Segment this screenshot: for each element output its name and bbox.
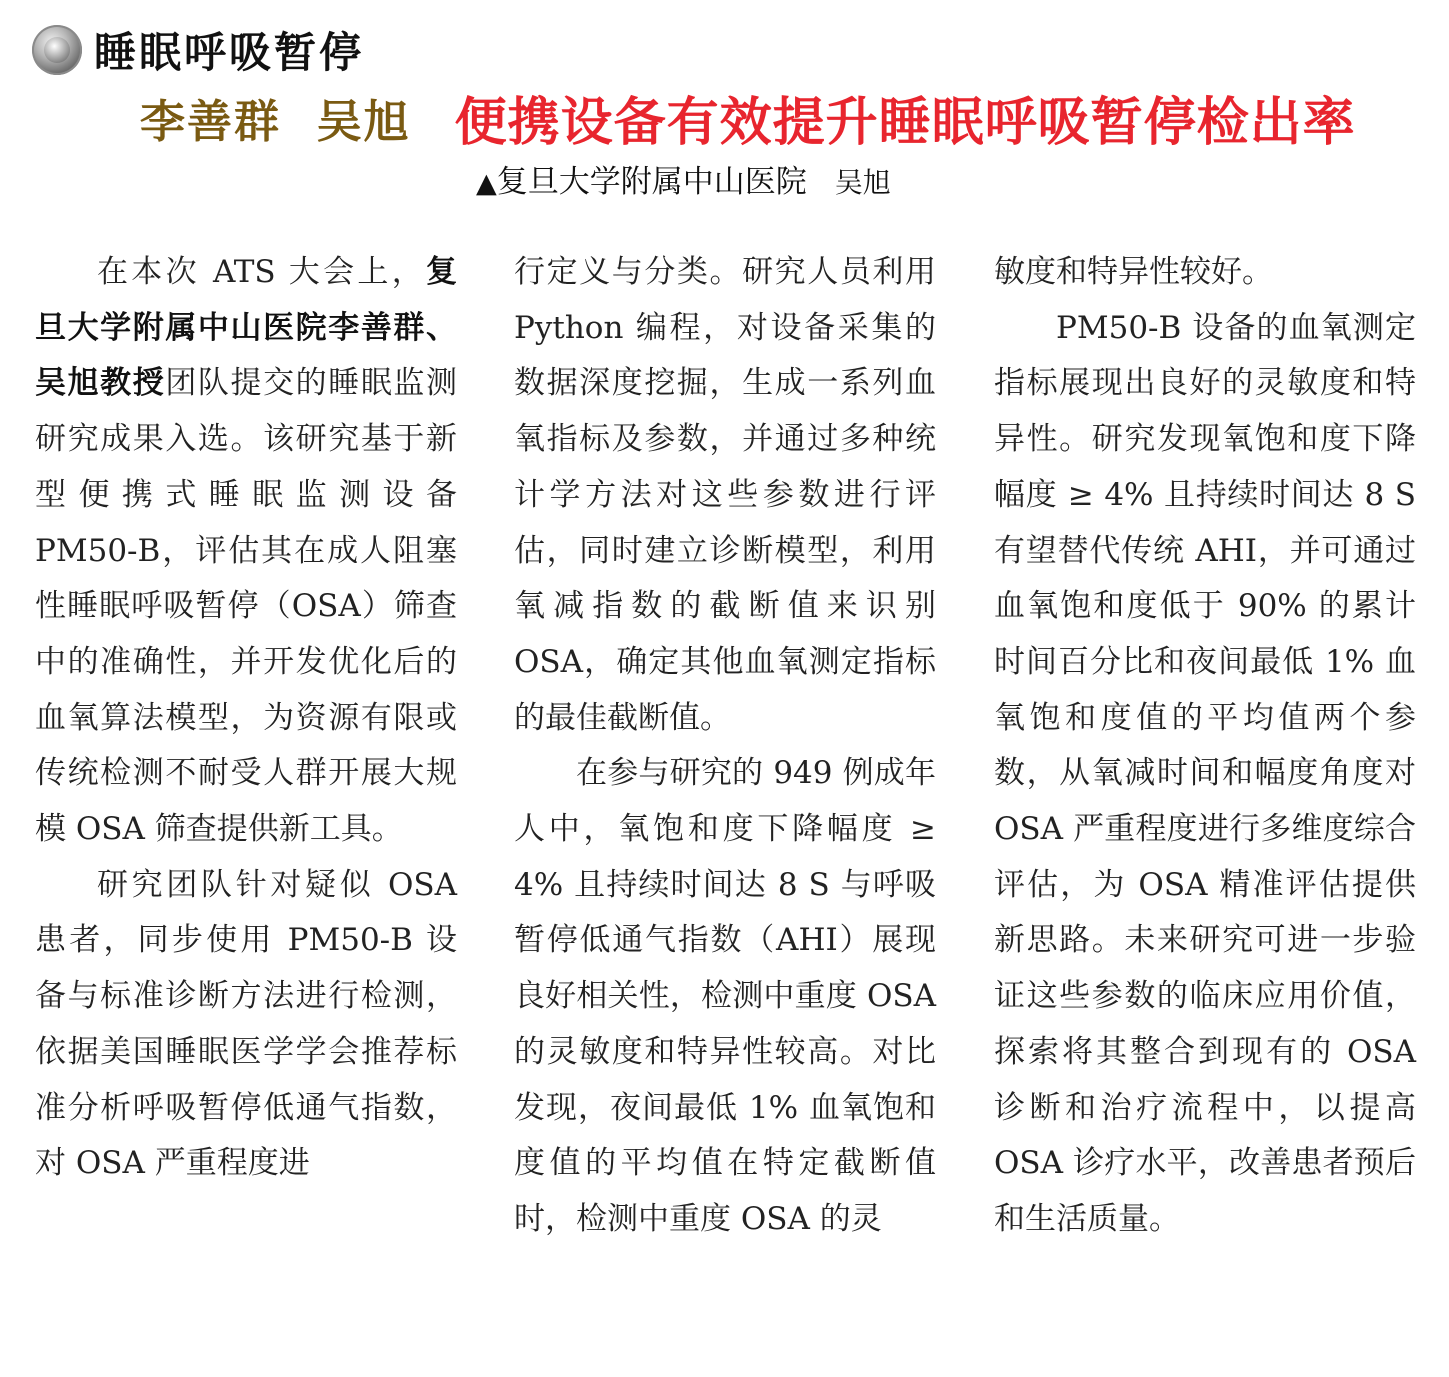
article-column-1 — [35, 245, 457, 1192]
byline-institution: 复旦大学附属中山医院 — [496, 164, 807, 200]
paragraph: 行定义与分类。研究人员利用 Python 编程，对设备采集的数据深度挖掘，生成一系列血氧指标及参数，并通过多种统计学方法对这些参数进行评估，同时建立诊断模型，利用氧减指数的截断值来识别 OSA，确定其他血氧测定指标的最佳截断值。 — [514, 254, 936, 736]
article-column-3 — [994, 245, 1416, 1248]
paragraph-lead: 在本次 ATS 大会上， — [97, 254, 426, 290]
highlighted-team: 复旦大学附属中山医院李善群、吴旭教授 — [35, 254, 457, 402]
paragraph: 敏度和特异性较好。 — [994, 254, 1273, 290]
headline-title: 便携设备有效提升睡眠呼吸暂停检出率 — [454, 92, 1356, 153]
paragraph — [35, 245, 457, 858]
byline-author: 吴旭 — [834, 166, 891, 199]
paragraph: PM50-B 设备的血氧测定指标展现出良好的灵敏度和特异性。研究发现氧饱和度下降幅度 ≥ 4% 且持续时间达 8 S 有望替代传统 AHI，并可通过血氧饱和度低于 90% 的累计时间百分比和夜间最低 1% 血氧饱和度值的平均值两个参数，从氧减时间和幅度角度对 OSA 严重程度进行多维度综合评估，为 OSA 精准评估提供新思路。未来研究可进一步验证这些参数的临床应用价值，探索将其整合到现有的 OSA 诊断和治疗流程中，以提高 OSA 诊疗水平，改善患者预后和生活质量。 — [994, 309, 1416, 1237]
byline — [476, 156, 891, 201]
article-column-2 — [514, 245, 936, 1248]
headline-authors: 李善群 吴旭 — [140, 94, 411, 148]
paragraph: 研究团队针对疑似 OSA 患者，同步使用 PM50-B 设备与标准诊断方法进行检测，依据美国睡眠医学学会推荐标准分析呼吸暂停低通气指数，对 OSA 严重程度进 — [35, 866, 457, 1182]
paragraph: 在参与研究的 949 例成年人中，氧饱和度下降幅度 ≥ 4% 且持续时间达 8 S 与呼吸暂停低通气指数（AHI）展现良好相关性，检测中重度 OSA 的灵敏度和特异性较高。对比发现，夜间最低 1% 血氧饱和度值的平均值在特定截断值时，检测中重度 OSA 的灵 — [514, 755, 936, 1237]
triangle-icon: ▲ — [476, 168, 497, 199]
section-bullet-icon — [32, 25, 82, 75]
paragraph-text: 团队提交的睡眠监测研究成果入选。该研究基于新型便携式睡眠监测设备 PM50-B，评估其在成人阻塞性睡眠呼吸暂停（OSA）筛查中的准确性，并开发优化后的血氧算法模型，为资源有限或传统检测不耐受人群开展大规模 OSA 筛查提供新工具。 — [35, 365, 458, 848]
headline — [140, 84, 1356, 153]
section-header — [32, 22, 364, 78]
section-title: 睡眠呼吸暂停 — [94, 28, 365, 77]
